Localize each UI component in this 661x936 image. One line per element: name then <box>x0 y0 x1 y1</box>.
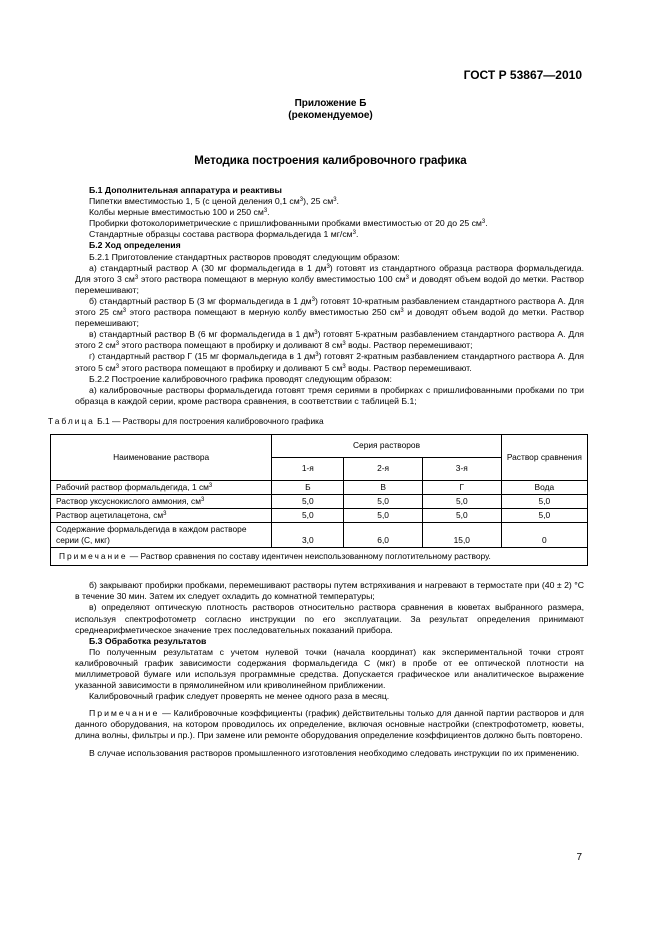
header-series-3: 3-я <box>422 457 501 480</box>
table-row <box>51 495 588 509</box>
header-reference-solution: Раствор сравнения <box>501 434 587 480</box>
b2-1-item-b: б) стандартный раствор Б (3 мг формальдегида в 1 $дм^3$) готовят 10-кратным разбавлением стандартного раствора А. Для этого 25 $см^3$ этого раствора помещают в мерную колбу вместимостью 250 $см^3$ и доводят объем водой до метки. Раствор перемешивают; <box>75 295 584 329</box>
cell-series-1: 5,0 <box>272 509 344 523</box>
page-number: 7 <box>576 852 582 863</box>
row-name: Рабочий раствор формальдегида, 1 $см^3$ <box>51 480 272 494</box>
cell-reference: 0 <box>501 523 587 548</box>
solutions-table <box>50 434 588 566</box>
section-b3-heading: Б.3 Обработка результатов <box>89 635 207 646</box>
table-row <box>51 523 588 548</box>
document-body <box>48 185 584 759</box>
b1-line-flasks: Колбы мерные вместимостью 100 и 250 $см^3$. <box>89 207 270 218</box>
cell-reference: 5,0 <box>501 509 587 523</box>
cell-series-3: 15,0 <box>422 523 501 548</box>
cell-series-1: 3,0 <box>272 523 344 548</box>
cell-series-2: 5,0 <box>344 509 423 523</box>
cell-reference: Вода <box>501 480 587 494</box>
annex-title: Приложение Б <box>294 98 367 109</box>
row-name: Содержание формальдегида в каждом растворе серии (С, мкг) <box>51 523 272 548</box>
b2-1-intro: Б.2.1 Приготовление стандартных растворов проводят следующим образом: <box>89 251 400 262</box>
header-series-1: 1-я <box>272 457 344 480</box>
b2-1-item-v: в) стандартный раствор В (6 мг формальдегида в 1 $дм^3$) готовят 5-кратным разбавлением стандартного раствора А. Для этого 2 $см^3$ этого раствора помещают в пробирку и доливают 8 $см^3$ воды. Раствор перемешивают; <box>75 329 584 351</box>
section-b2-heading: Б.2 Ход определения <box>89 240 181 251</box>
cell-series-3: 5,0 <box>422 509 501 523</box>
b2-2-item-b: б) закрывают пробирки пробками, перемешивают растворы путем встряхивания и нагревают в термостате при (40 ± 2) °С в течение 30 мин. Затем их следует охладить до комнатной температуры; <box>75 580 584 602</box>
table-row <box>51 509 588 523</box>
cell-series-2: 6,0 <box>344 523 423 548</box>
table-row <box>51 480 588 494</box>
b2-2-item-a: а) калибровочные растворы формальдегида готовят тремя сериями в пробирках с пришлифованными пробками по три образца в каждой серии, кроме раствора сравнения, в соответствии с таблицей Б.1; <box>75 384 584 406</box>
section-b1-heading: Б.1 Дополнительная аппаратура и реактивы <box>89 185 282 195</box>
table-note: Примечание — Раствор сравнения по составу идентичен неиспользованному поглотительному раствору. <box>51 548 588 566</box>
b1-line-samples: Стандартные образцы состава раствора формальдегида 1 $мг/см^3$. <box>89 229 359 240</box>
b2-1-item-a: а) стандартный раствор А (30 мг формальдегида в 1 $дм^3$) готовят из стандартного образца раствора формальдегида. Для этого 3 $см^3$ этого раствора помещают в мерную колбу вместимостью 100 $см^3$ и доводят объем водой до метки. Раствор перемешивают; <box>75 262 584 295</box>
header-series: Серия растворов <box>272 434 501 457</box>
document-title: Методика построения калибровочного графика <box>194 155 467 167</box>
standard-number: ГОСТ Р 53867—2010 <box>463 68 582 82</box>
cell-series-1: 5,0 <box>272 495 344 509</box>
cell-series-3: Г <box>422 480 501 494</box>
b2-2-item-v: в) определяют оптическую плотность растворов относительно раствора сравнения в кюветах выбранного размера, используя спектрофотометр согласно инструкции по его эксплуатации. За результат определения принимают среднеарифметическое значение трех последовательных показаний прибора. <box>75 602 584 635</box>
cell-series-2: В <box>344 480 423 494</box>
b3-paragraph-3: В случае использования растворов промышленного изготовления необходимо следовать инструкции по их применению. <box>89 747 580 758</box>
b2-2-intro: Б.2.2 Построение калибровочного графика проводят следующим образом: <box>89 373 392 384</box>
cell-series-2: 5,0 <box>344 495 423 509</box>
b3-note: Примечание — Калибровочные коэффициенты (график) действительны только для данной партии растворов и для данного оборудования, на котором проводилось их определение, включая основные настройки (спектрофотометр, кюветы, длина волны, фильтры и пр.). При замене или ремонте оборудования определение коэффициентов должно быть повторено. <box>75 708 584 741</box>
b1-line-tubes: Пробирки фотоколориметрические с пришлифованными пробками вместимостью от 20 до 25 $см^3$. <box>89 218 488 229</box>
annex-status: (рекомендуемое) <box>288 110 373 121</box>
table-caption: Таблица Б.1 — Растворы для построения калибровочного графика <box>48 415 324 426</box>
b3-paragraph-1: По полученным результатам с учетом нулевой точки (начала координат) как экспериментальной точки строят калибровочный график зависимости содержания формальдегида С (мкг) в пробе от ее оптической плотности на миллиметровой бумаге или используя программные средства. Допускается графическое или аналитическое выражение указанной зависимости в прямолинейном или криволинейном приближении. <box>75 646 584 691</box>
b3-paragraph-2: Калибровочный график следует проверять не менее одного раза в месяц. <box>89 691 390 702</box>
cell-series-3: 5,0 <box>422 495 501 509</box>
header-solution-name: Наименование раствора <box>51 434 272 480</box>
b2-1-item-g: г) стандартный раствор Г (15 мг формальдегида в 1 $дм^3$) готовят 2-кратным разбавлением стандартного раствора А. Для этого 5 $см^3$ этого раствора помещают в пробирку и доливают 5 $см^3$ воды. Раствор перемешивают. <box>75 351 584 373</box>
row-name: Раствор уксуснокислого аммония, $см^3$ <box>51 495 272 509</box>
header-series-2: 2-я <box>344 457 423 480</box>
row-name: Раствор ацетилацетона, $см^3$ <box>51 509 272 523</box>
cell-reference: 5,0 <box>501 495 587 509</box>
cell-series-1: Б <box>272 480 344 494</box>
b1-line-pipettes: Пипетки вместимостью 1, 5 (с ценой деления 0,1 $см^3$), 25 $см^3$. <box>89 196 339 207</box>
